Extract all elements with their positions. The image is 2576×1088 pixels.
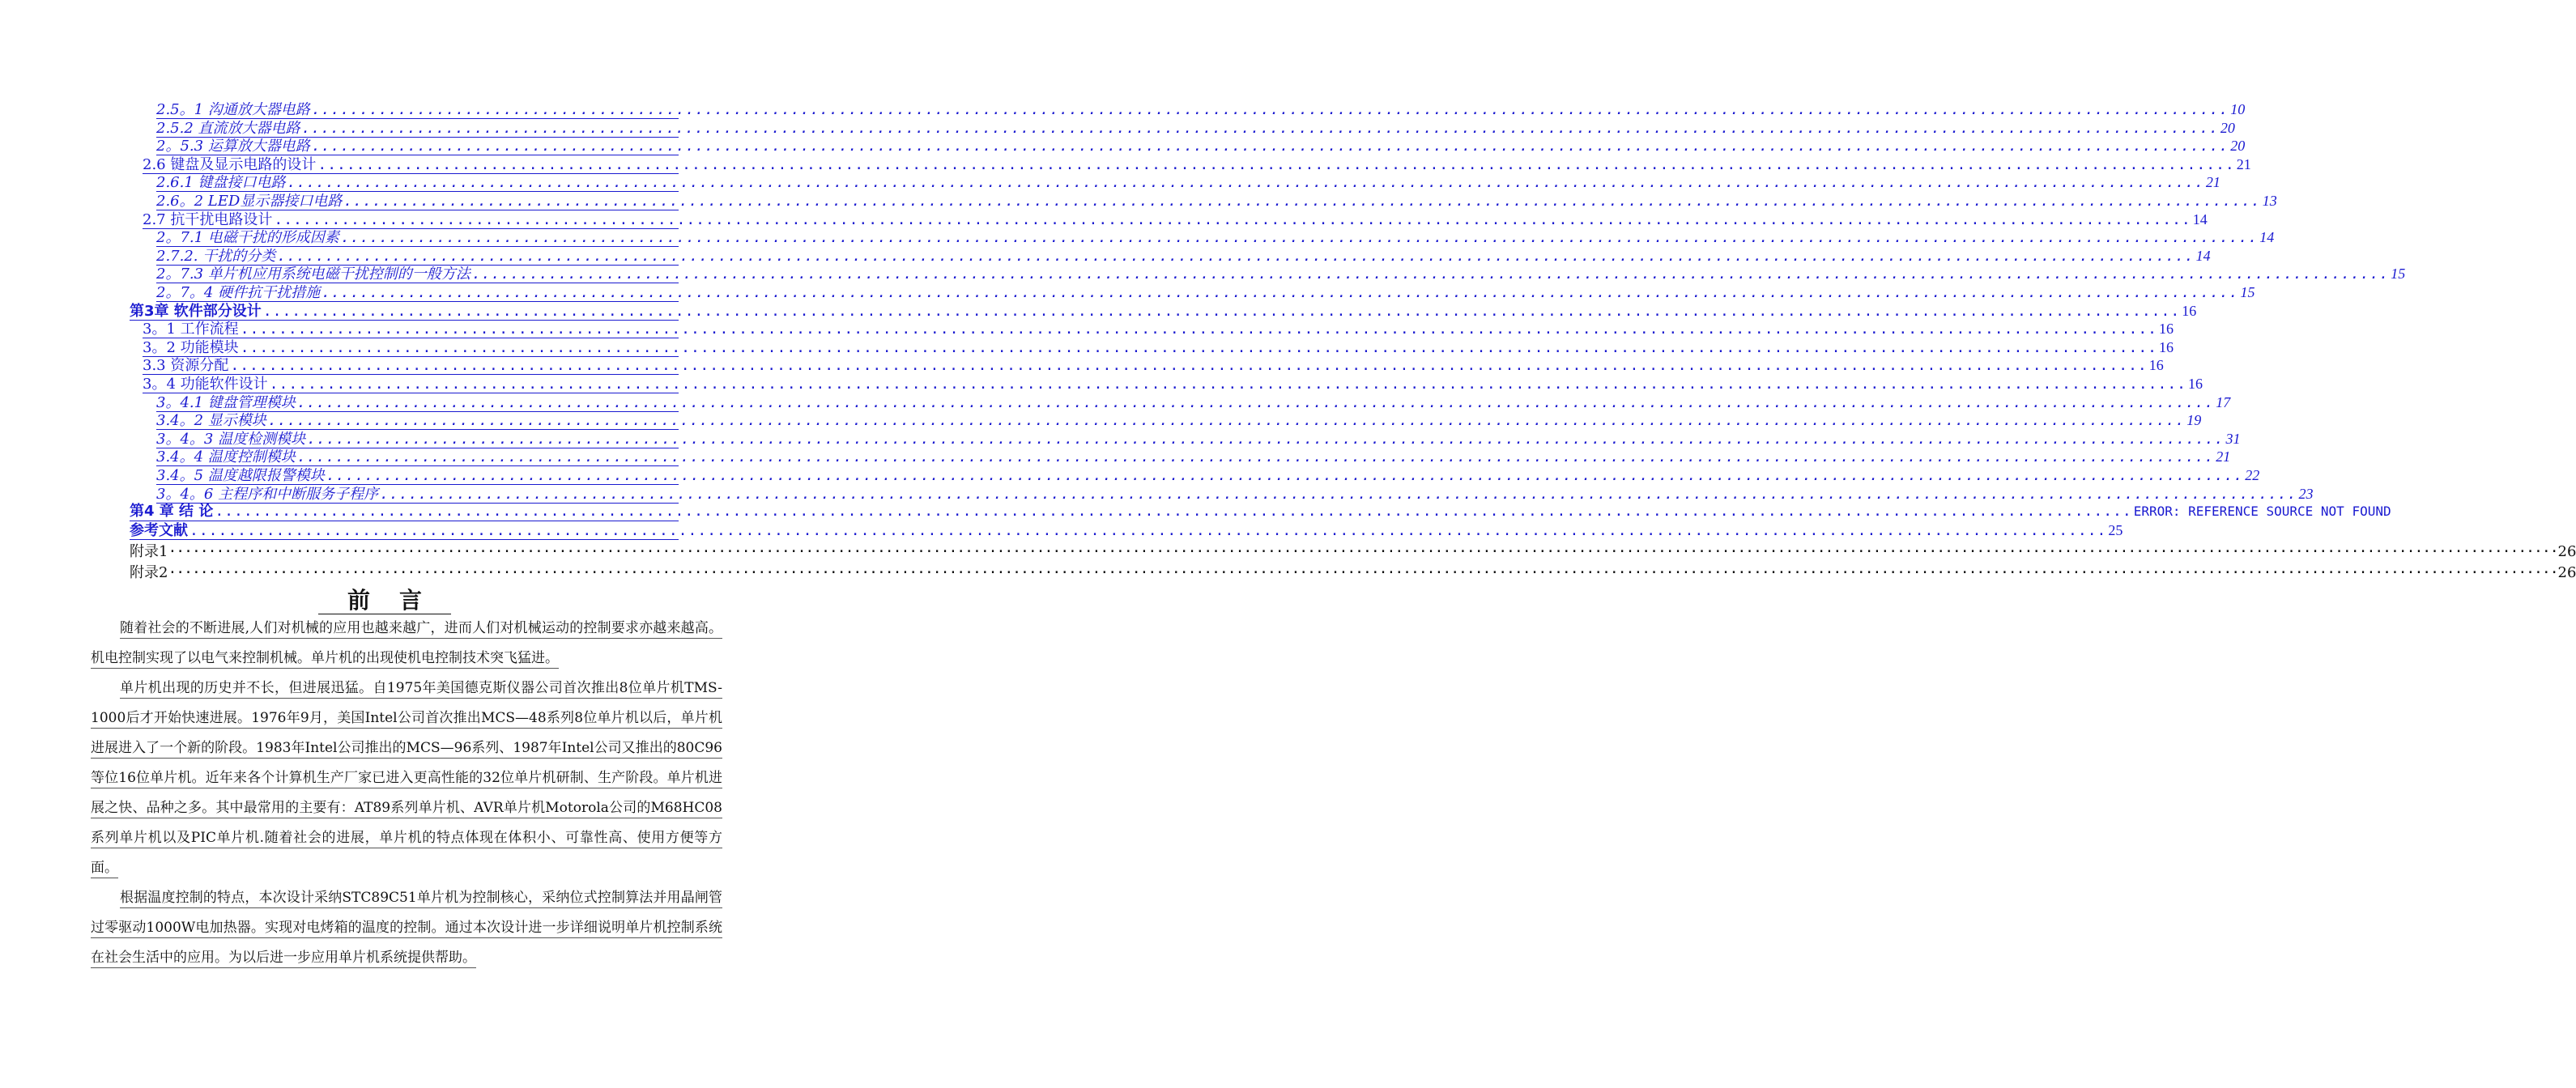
toc-entry-title: 2.5.2 直流放大器电路: [156, 119, 300, 137]
toc-entry-page: 21: [2216, 448, 2231, 465]
toc-entry-page: 23: [2298, 485, 2314, 502]
toc-entry[interactable]: [156, 393, 2231, 412]
toc-entry[interactable]: [156, 448, 2231, 466]
toc-appendix-title: 附录2: [130, 564, 168, 582]
toc-leader-dots: ........................................................................................................................................................................................................: [380, 485, 2297, 503]
toc-entry-title: 3.4。2 显示模块: [156, 412, 266, 430]
toc-entry-title: 参考文献: [130, 521, 188, 539]
toc-entry-title: 2.7.2. 干扰的分类: [156, 247, 276, 265]
toc-entry[interactable]: [143, 155, 2251, 174]
toc-entry[interactable]: [143, 320, 2174, 338]
toc-leader-dots: ........................................................................................................................................................................................................: [230, 357, 2148, 375]
toc-entry-page: 16: [2148, 357, 2164, 374]
toc-leader-dots: ........................................................................................................................................................................................................: [189, 521, 2107, 539]
toc-entry-page: 21: [2205, 174, 2220, 191]
toc-entry-title: 3。4。3 温度检测模块: [156, 430, 306, 448]
toc-entry[interactable]: [143, 338, 2174, 357]
toc-entry-page: 16: [2159, 338, 2174, 355]
toc-leader-dots: ........................................................................................................................................................................................................: [321, 284, 2239, 301]
toc-leader-dots: ........................................................................................................................................................................................................: [326, 467, 2244, 484]
toc-entry-page: 16: [2159, 321, 2174, 338]
toc-entry-title: 3。2 功能模块: [143, 338, 239, 356]
toc-leader-dots: ........................................................................................................................................................................................................: [287, 174, 2204, 192]
toc-entry-page: 16: [2188, 376, 2203, 392]
toc-appendix-page: 26: [2557, 543, 2576, 561]
toc-entry-title: 3。1 工作流程: [143, 321, 239, 338]
toc-entry-title: 3。4.1 键盘管理模块: [156, 393, 296, 411]
toc-entry[interactable]: [156, 265, 2406, 283]
toc-entry[interactable]: [130, 503, 2391, 521]
toc-entry-page: 10: [2230, 101, 2246, 117]
toc-entry-title: 2.7 抗干扰电路设计: [143, 210, 273, 228]
toc-entry-page: 14: [2192, 210, 2208, 227]
toc-leader-dots: ············································································································································································································································································································: [168, 543, 2558, 561]
toc-appendix-entry[interactable]: [130, 563, 2576, 583]
toc-entry[interactable]: [156, 247, 2211, 266]
preface-paragraph: 根据温度控制的特点，本次设计采纳STC89C51单片机为控制核心，采纳位式控制算法并用晶闸管过零驱动1000W电加热器。实现对电烤箱的温度的控制。通过本次设计进一步详细说明单片机控制系统在社会生活中的应用。为以后进一步应用单片机系统提供帮助。: [91, 883, 722, 973]
toc-entry[interactable]: [156, 466, 2260, 485]
toc-entry-page: 20: [2220, 119, 2235, 136]
toc-entry-title: 3。4 功能软件设计: [143, 376, 268, 393]
toc-entry-page: ERROR: REFERENCE SOURCE NOT FOUND: [2133, 504, 2391, 520]
toc-entry-page: 31: [2225, 430, 2241, 447]
toc-entry-page: 21: [2236, 155, 2251, 172]
toc-leader-dots: ........................................................................................................................................................................................................: [311, 138, 2229, 155]
toc-leader-dots: ........................................................................................................................................................................................................: [267, 412, 2186, 430]
toc-leader-dots: ........................................................................................................................................................................................................: [311, 101, 2229, 118]
toc-leader-dots: ........................................................................................................................................................................................................: [301, 119, 2219, 137]
toc-entry[interactable]: [143, 375, 2203, 393]
toc-entry-page: 16: [2182, 302, 2197, 319]
toc-entry-title: 2.6 键盘及显示电路的设计: [143, 155, 317, 173]
toc-entry-page: 20: [2230, 138, 2246, 155]
toc-entry[interactable]: [143, 210, 2208, 229]
toc-entry-page: 15: [2391, 266, 2406, 283]
toc-entry[interactable]: [156, 485, 2314, 504]
toc-appendix-page: 26: [2557, 564, 2576, 582]
toc-leader-dots: ........................................................................................................................................................................................................: [296, 393, 2215, 411]
toc-entry[interactable]: [156, 137, 2246, 155]
toc-entry-title: 2.5。1 沟通放大器电路: [156, 101, 310, 118]
toc-entry-title: 3.3 资源分配: [143, 357, 229, 375]
toc-leader-dots: ........................................................................................................................................................................................................: [240, 321, 2158, 338]
toc-entry[interactable]: [156, 430, 2241, 448]
toc-entry[interactable]: [156, 173, 2220, 192]
toc-leader-dots: ············································································································································································································································································································: [168, 564, 2558, 582]
toc-leader-dots: ........................................................................................................................................................................................................: [340, 229, 2259, 247]
toc-entry[interactable]: [156, 192, 2277, 210]
preface-paragraph: 单片机出现的历史并不长，但进展迅猛。自1975年美国德克斯仪器公司首次推出8位单片机TMS-1000后才开始快速进展。1976年9月，美国Intel公司首次推出MCS—48系列8位单片机以后，单片机进展进入了一个新的阶段。1983年Intel公司推出的MCS—96系列、1987年Intel公司又推出的80C96等位16位单片机。近年来各个计算机生产厂家已进入更高性能的32位单片机研制、生产阶段。单片机进展之快、品种之多。其中最常用的主要有：AT89系列单片机、AVR单片机Motorola公司的M68HC08系列单片机以及PIC单片机.随着社会的进展，单片机的特点体现在体积小、可靠性高、使用方便等方面。: [91, 674, 722, 883]
toc-entry-page: 14: [2195, 247, 2211, 264]
toc-entry-title: 2。7。4 硬件抗干扰措施: [156, 284, 321, 301]
toc-entry-title: 3。4。6 主程序和中断服务子程序: [156, 485, 379, 503]
toc-entry-title: 3.4。4 温度控制模块: [156, 448, 296, 466]
toc-leader-dots: ........................................................................................................................................................................................................: [471, 266, 2390, 283]
toc-entry[interactable]: [143, 356, 2164, 375]
toc-entry[interactable]: [130, 302, 2197, 321]
toc-leader-dots: ........................................................................................................................................................................................................: [277, 247, 2195, 265]
toc-appendix-title: 附录1: [130, 543, 168, 561]
toc-entry[interactable]: [156, 228, 2275, 247]
toc-entry[interactable]: [130, 521, 2123, 540]
toc-entry-title: 2。5.3 运算放大器电路: [156, 138, 310, 155]
preface-heading: 前言: [0, 583, 769, 615]
toc-entry-title: 第4 章 结 论: [130, 503, 214, 521]
toc-entry-title: 2。7.1 电磁干扰的形成因素: [156, 229, 339, 247]
toc-leader-dots: ........................................................................................................................................................................................................: [296, 448, 2215, 466]
toc-entry-page: 15: [2240, 284, 2255, 300]
toc-leader-dots: ........................................................................................................................................................................................................: [343, 193, 2261, 210]
toc-entry-title: 第3章 软件部分设计: [130, 302, 262, 320]
toc-entry-page: 17: [2216, 393, 2231, 410]
toc-leader-dots: ........................................................................................................................................................................................................: [269, 376, 2187, 393]
toc-entry[interactable]: [156, 411, 2202, 430]
toc-entry-page: 19: [2186, 412, 2202, 429]
toc-leader-dots: ........................................................................................................................................................................................................: [274, 210, 2191, 228]
toc-entry-page: 22: [2245, 467, 2260, 483]
preface-body: [91, 614, 722, 973]
toc-entry-page: 14: [2259, 229, 2275, 246]
toc-entry-title: 2.6。2 LED显示器接口电路: [156, 193, 343, 210]
toc-entry-title: 2.6.1 键盘接口电路: [156, 174, 286, 192]
toc-entry-title: 2。7.3 单片机应用系统电磁干扰控制的一般方法: [156, 266, 470, 283]
toc-appendix-entry[interactable]: [130, 542, 2576, 562]
toc-leader-dots: ........................................................................................................................................................................................................: [215, 503, 2132, 521]
toc-entry-page: 25: [2108, 521, 2123, 538]
toc-leader-dots: ........................................................................................................................................................................................................: [307, 430, 2225, 448]
toc-entry-page: 13: [2262, 193, 2277, 209]
toc-entry[interactable]: [156, 283, 2255, 302]
toc-leader-dots: ........................................................................................................................................................................................................: [262, 302, 2181, 320]
toc-leader-dots: ........................................................................................................................................................................................................: [317, 155, 2235, 173]
toc-entry[interactable]: [156, 119, 2235, 138]
toc-entry[interactable]: [156, 100, 2246, 119]
toc-leader-dots: ........................................................................................................................................................................................................: [240, 338, 2158, 356]
preface-paragraph: 随着社会的不断进展,人们对机械的应用也越来越广，进而人们对机械运动的控制要求亦越来越高。机电控制实现了以电气来控制机械。单片机的出现使机电控制技术突飞猛进。: [91, 614, 722, 674]
toc-entry-title: 3.4。5 温度越限报警模块: [156, 467, 325, 484]
